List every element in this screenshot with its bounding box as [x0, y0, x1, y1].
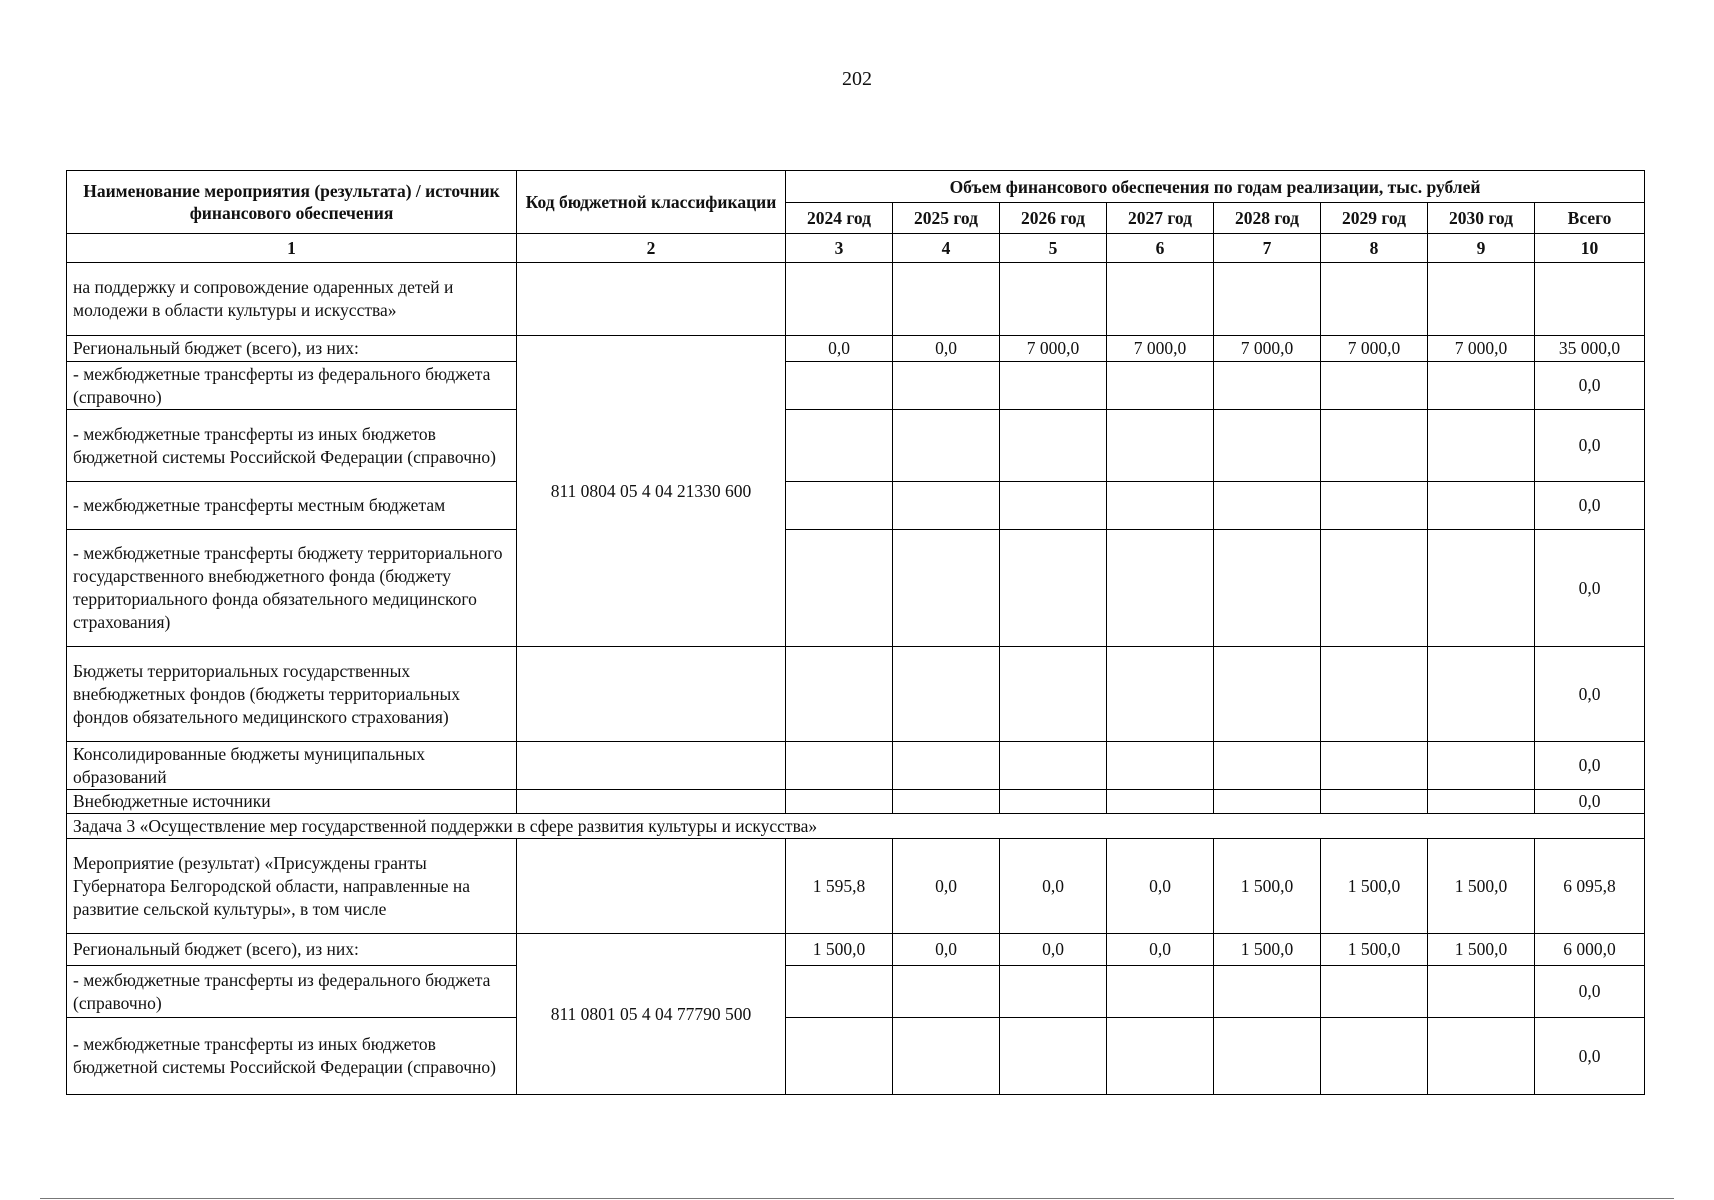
- row-value: [1000, 966, 1107, 1018]
- column-number-row: [67, 234, 1645, 263]
- header-year: 2030 год: [1428, 203, 1535, 234]
- row-value: [1000, 790, 1107, 814]
- row-value: [1321, 647, 1428, 742]
- row-total: 0,0: [1535, 790, 1645, 814]
- row-value: [893, 790, 1000, 814]
- row-value: [786, 410, 893, 482]
- header-year: 2024 год: [786, 203, 893, 234]
- row-code: [517, 790, 786, 814]
- column-number: 9: [1428, 234, 1535, 263]
- row-value: [1000, 263, 1107, 336]
- header-year: 2027 год: [1107, 203, 1214, 234]
- column-number: 5: [1000, 234, 1107, 263]
- row-value: [786, 530, 893, 647]
- row-value: 1 595,8: [786, 839, 893, 934]
- row-value: [1428, 1018, 1535, 1095]
- row-name: - межбюджетные трансферты из федерального бюджета (справочно): [67, 966, 517, 1018]
- row-value: [1107, 742, 1214, 790]
- row-value: [1428, 742, 1535, 790]
- row-code: [517, 742, 786, 790]
- row-value: [1000, 410, 1107, 482]
- row-value: [1214, 482, 1321, 530]
- row-code: [517, 263, 786, 336]
- table-row: [67, 336, 1645, 362]
- row-value: 7 000,0: [1428, 336, 1535, 362]
- row-name: - межбюджетные трансферты из иных бюджетов бюджетной системы Российской Федерации (справочно): [67, 410, 517, 482]
- row-value: [1107, 362, 1214, 410]
- row-value: [1321, 966, 1428, 1018]
- row-value: [1428, 263, 1535, 336]
- column-number: 8: [1321, 234, 1428, 263]
- row-total: 0,0: [1535, 482, 1645, 530]
- row-value: [1428, 647, 1535, 742]
- row-value: [786, 362, 893, 410]
- row-value: [1321, 410, 1428, 482]
- row-value: [1214, 647, 1321, 742]
- financing-table: [66, 170, 1645, 1095]
- row-value: 0,0: [893, 934, 1000, 966]
- row-total: [1535, 263, 1645, 336]
- row-value: 0,0: [1000, 839, 1107, 934]
- page-bottom-rule: [40, 1198, 1674, 1199]
- table-row: [67, 742, 1645, 790]
- row-value: [893, 410, 1000, 482]
- header-row-1: [67, 171, 1645, 203]
- header-funding-group: Объем финансового обеспечения по годам реализации, тыс. рублей: [786, 171, 1645, 203]
- task-heading-row: [67, 814, 1645, 839]
- row-name: Региональный бюджет (всего), из них:: [67, 934, 517, 966]
- table-row: [67, 530, 1645, 647]
- row-value: [893, 647, 1000, 742]
- row-value: [1321, 1018, 1428, 1095]
- row-value: [893, 530, 1000, 647]
- row-value: [1428, 482, 1535, 530]
- row-name: Внебюджетные источники: [67, 790, 517, 814]
- header-name: Наименование мероприятия (результата) / источник финансового обеспечения: [67, 171, 517, 234]
- row-value: [1000, 530, 1107, 647]
- row-value: [893, 263, 1000, 336]
- row-value: [1321, 482, 1428, 530]
- row-value: 1 500,0: [1428, 934, 1535, 966]
- row-value: 0,0: [893, 336, 1000, 362]
- row-value: [1000, 742, 1107, 790]
- row-value: [1321, 742, 1428, 790]
- row-value: 1 500,0: [1321, 934, 1428, 966]
- table-row: [67, 1018, 1645, 1095]
- column-number: 7: [1214, 234, 1321, 263]
- budget-code: 811 0801 05 4 04 77790 500: [517, 934, 786, 1095]
- row-name: - межбюджетные трансферты местным бюджетам: [67, 482, 517, 530]
- header-year: 2028 год: [1214, 203, 1321, 234]
- row-value: [1214, 1018, 1321, 1095]
- row-value: [1214, 362, 1321, 410]
- row-code: [517, 647, 786, 742]
- row-value: [1107, 263, 1214, 336]
- row-value: [1321, 790, 1428, 814]
- table-row: [67, 647, 1645, 742]
- column-number: 4: [893, 234, 1000, 263]
- row-value: [786, 790, 893, 814]
- row-code: [517, 839, 786, 934]
- row-value: [1214, 263, 1321, 336]
- row-value: [1107, 530, 1214, 647]
- column-number: 3: [786, 234, 893, 263]
- table-row: [67, 839, 1645, 934]
- row-value: 7 000,0: [1214, 336, 1321, 362]
- row-value: [1428, 362, 1535, 410]
- table-row: [67, 966, 1645, 1018]
- header-total: Всего: [1535, 203, 1645, 234]
- table-row: [67, 362, 1645, 410]
- row-value: [1321, 362, 1428, 410]
- row-value: [1428, 966, 1535, 1018]
- row-value: [1000, 647, 1107, 742]
- page-number: 202: [842, 68, 872, 90]
- column-number: 6: [1107, 234, 1214, 263]
- row-total: 0,0: [1535, 966, 1645, 1018]
- row-name: - межбюджетные трансферты из иных бюджетов бюджетной системы Российской Федерации (справочно): [67, 1018, 517, 1095]
- header-year: 2026 год: [1000, 203, 1107, 234]
- row-name: - межбюджетные трансферты из федерального бюджета (справочно): [67, 362, 517, 410]
- row-value: [1214, 790, 1321, 814]
- row-name: - межбюджетные трансферты бюджету территориального государственного внебюджетного фонда (бюджету территориального фонда обязательного медицинского страхования): [67, 530, 517, 647]
- row-value: 0,0: [893, 839, 1000, 934]
- row-name: Региональный бюджет (всего), из них:: [67, 336, 517, 362]
- row-name: на поддержку и сопровождение одаренных детей и молодежи в области культуры и искусства»: [67, 263, 517, 336]
- row-value: [786, 647, 893, 742]
- row-value: [893, 482, 1000, 530]
- row-value: 1 500,0: [1321, 839, 1428, 934]
- task-heading: Задача 3 «Осуществление мер государственной поддержки в сфере развития культуры и искусства»: [67, 814, 1645, 839]
- row-value: [1214, 966, 1321, 1018]
- row-value: [893, 1018, 1000, 1095]
- header-year: 2025 год: [893, 203, 1000, 234]
- row-value: [1321, 263, 1428, 336]
- row-value: 1 500,0: [1214, 934, 1321, 966]
- row-value: 7 000,0: [1000, 336, 1107, 362]
- row-value: [786, 482, 893, 530]
- row-value: [1107, 647, 1214, 742]
- table-row: [67, 482, 1645, 530]
- row-name: Мероприятие (результат) «Присуждены гранты Губернатора Белгородской области, направленные на развитие сельской культуры», в том числе: [67, 839, 517, 934]
- row-total: 6 000,0: [1535, 934, 1645, 966]
- row-value: [1000, 1018, 1107, 1095]
- row-value: [1321, 530, 1428, 647]
- row-value: [786, 966, 893, 1018]
- row-value: [1428, 530, 1535, 647]
- row-value: 0,0: [786, 336, 893, 362]
- row-value: [1214, 742, 1321, 790]
- row-value: [1214, 530, 1321, 647]
- row-value: [786, 742, 893, 790]
- row-value: [1107, 410, 1214, 482]
- row-total: 0,0: [1535, 647, 1645, 742]
- row-value: 1 500,0: [1214, 839, 1321, 934]
- row-value: 1 500,0: [1428, 839, 1535, 934]
- row-value: 0,0: [1107, 839, 1214, 934]
- row-value: [786, 263, 893, 336]
- budget-code: 811 0804 05 4 04 21330 600: [517, 336, 786, 647]
- row-value: [786, 1018, 893, 1095]
- row-value: [1107, 790, 1214, 814]
- row-name: Бюджеты территориальных государственных внебюджетных фондов (бюджеты территориальных фондов обязательного медицинского страхования): [67, 647, 517, 742]
- table-row: [67, 410, 1645, 482]
- row-value: [893, 362, 1000, 410]
- header-year: 2029 год: [1321, 203, 1428, 234]
- row-total: 0,0: [1535, 742, 1645, 790]
- row-value: [1428, 790, 1535, 814]
- row-value: [1107, 966, 1214, 1018]
- column-number: 10: [1535, 234, 1645, 263]
- column-number: 1: [67, 234, 517, 263]
- row-total: 0,0: [1535, 530, 1645, 647]
- row-value: [893, 966, 1000, 1018]
- table-row: [67, 934, 1645, 966]
- row-total: 0,0: [1535, 1018, 1645, 1095]
- row-total: 0,0: [1535, 410, 1645, 482]
- row-value: 7 000,0: [1107, 336, 1214, 362]
- table-row: [67, 790, 1645, 814]
- row-value: [893, 742, 1000, 790]
- row-value: 0,0: [1107, 934, 1214, 966]
- header-code: Код бюджетной классификации: [517, 171, 786, 234]
- row-total: 0,0: [1535, 362, 1645, 410]
- row-value: [1000, 482, 1107, 530]
- row-value: 1 500,0: [786, 934, 893, 966]
- row-value: [1107, 1018, 1214, 1095]
- row-value: [1214, 410, 1321, 482]
- row-total: 6 095,8: [1535, 839, 1645, 934]
- row-name: Консолидированные бюджеты муниципальных образований: [67, 742, 517, 790]
- column-number: 2: [517, 234, 786, 263]
- row-value: 7 000,0: [1321, 336, 1428, 362]
- table-row: [67, 263, 1645, 336]
- row-value: [1428, 410, 1535, 482]
- row-value: 0,0: [1000, 934, 1107, 966]
- row-value: [1000, 362, 1107, 410]
- row-value: [1107, 482, 1214, 530]
- row-total: 35 000,0: [1535, 336, 1645, 362]
